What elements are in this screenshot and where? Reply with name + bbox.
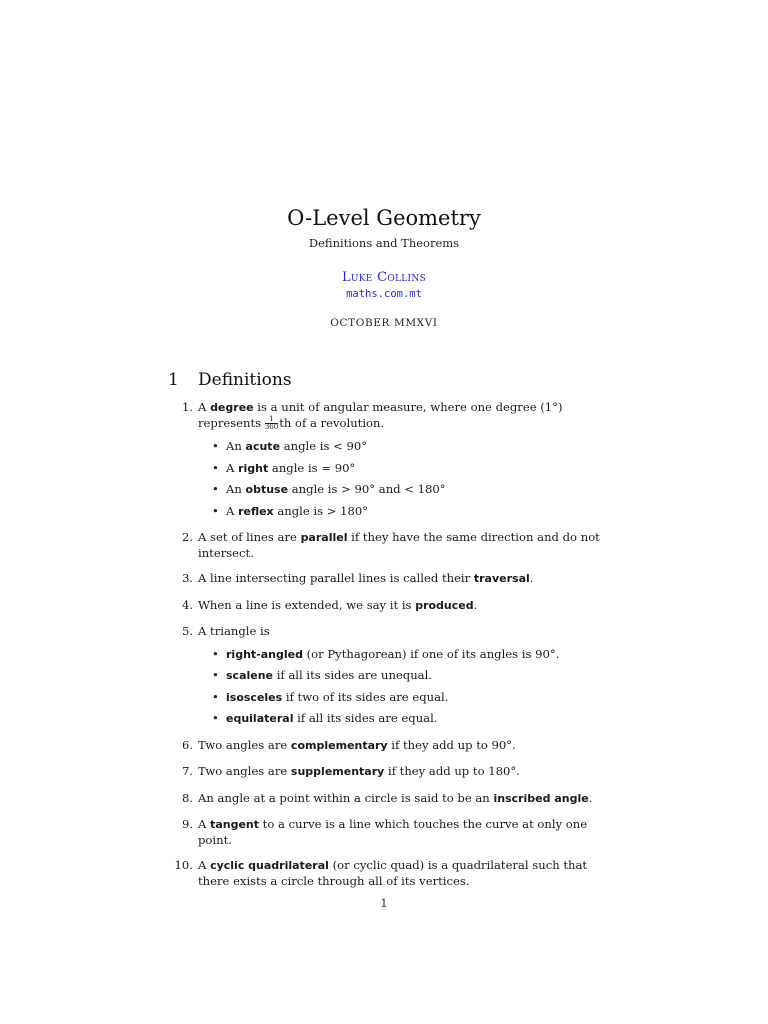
bullet-term: obtuse	[245, 483, 289, 496]
bullet-item	[212, 647, 602, 663]
item-number: 1.	[181, 400, 193, 414]
bullet-term: acute	[245, 440, 281, 453]
item-term: parallel	[300, 531, 348, 544]
bullet-item	[212, 668, 602, 684]
bullet-text: angle is = 90°	[268, 460, 356, 475]
list-item	[168, 598, 602, 614]
item-term: inscribed angle	[493, 791, 589, 805]
item-number: 10.	[174, 858, 193, 872]
item-text: th of a revolution.	[279, 415, 385, 430]
bullet-term: equilateral	[226, 712, 294, 725]
item-text: .	[529, 571, 534, 585]
item-text: .	[473, 597, 478, 612]
list-item	[168, 624, 602, 727]
bullet-term: right-angled	[226, 647, 303, 661]
bullet-text: An	[226, 482, 246, 496]
item-text: A	[198, 400, 211, 414]
list-item	[168, 791, 602, 807]
item-text: if they have the same direction and do not intersect.	[198, 530, 600, 560]
fraction-denominator: 360	[264, 423, 279, 431]
list-item	[168, 738, 602, 754]
item-term: traversal	[473, 572, 530, 585]
bullet-item	[212, 461, 602, 477]
item-number: 9.	[181, 817, 193, 831]
item-text: if they add up to 90°.	[387, 737, 516, 752]
bullet-text: angle is > 90° and < 180°	[288, 482, 446, 496]
list-item	[168, 817, 602, 847]
item-term: degree	[210, 401, 254, 414]
item-text: Two angles are	[198, 764, 291, 778]
item-text: .	[588, 790, 593, 805]
list-item	[168, 400, 602, 519]
bullet-text: (or Pythagorean) if one of its angles is 90°.	[302, 646, 560, 661]
author-link[interactable]: Luke Collins	[341, 270, 427, 285]
item-number: 4.	[181, 597, 193, 612]
item-text: A	[198, 858, 211, 872]
item-term: cyclic quadrilateral	[210, 859, 329, 872]
bullet-text: if two of its sides are equal.	[282, 689, 449, 704]
list-item	[168, 571, 602, 587]
bullet-item	[212, 504, 602, 520]
section-number: 1	[168, 370, 179, 390]
definitions-list	[168, 400, 602, 899]
bullet-term: isosceles	[226, 690, 283, 704]
bullet-text: A	[226, 503, 239, 518]
item-number: 5.	[181, 624, 193, 638]
bullet-term: reflex	[238, 504, 274, 518]
section-heading	[168, 368, 292, 392]
item-text: A set of lines are	[198, 530, 301, 544]
bullet-text: if all its sides are unequal.	[273, 668, 432, 682]
item-term: complementary	[290, 738, 388, 752]
bullet-item	[212, 482, 602, 498]
bullet-text: angle is > 180°	[273, 503, 369, 518]
item-number: 2.	[181, 530, 193, 544]
item-text: Two angles are	[198, 737, 291, 752]
item-text: When a line is extended, we say it is	[198, 597, 416, 612]
sub-list	[212, 647, 602, 727]
list-item	[168, 530, 602, 560]
item-number: 3.	[181, 571, 193, 585]
item-text: is a unit of angular measure, where one degree (1°) represents	[198, 400, 563, 430]
website-link[interactable]: maths.com.mt	[346, 288, 422, 300]
fraction-numerator: 1	[269, 415, 274, 423]
bullet-text: An	[226, 439, 246, 453]
item-text: to a curve is a line which touches the curve at only one point.	[198, 817, 588, 847]
item-text: if they add up to 180°.	[384, 764, 520, 778]
item-text: A line intersecting parallel lines is called their	[198, 571, 474, 585]
section-title: Definitions	[198, 370, 292, 390]
bullet-text: if all its sides are equal.	[293, 711, 438, 725]
item-term: supplementary	[290, 765, 385, 778]
list-item	[168, 858, 602, 888]
bullet-item	[212, 711, 602, 727]
bullet-term: right	[238, 461, 269, 475]
list-item	[168, 764, 602, 780]
item-term: produced	[415, 598, 474, 612]
bullet-text: A	[226, 460, 239, 475]
bullet-term: scalene	[226, 669, 274, 682]
item-text: An angle at a point within a circle is said to be an	[198, 790, 494, 805]
document-title: O-Level Geometry	[287, 206, 481, 230]
bullet-text: angle is < 90°	[280, 439, 368, 453]
item-number: 6.	[181, 737, 193, 752]
document-subtitle: Definitions and Theorems	[308, 236, 460, 250]
item-text: (or cyclic quad) is a quadrilateral such that there exists a circle through all of its vertices.	[198, 858, 588, 888]
item-term: tangent	[210, 818, 259, 831]
item-number: 8.	[181, 790, 193, 805]
item-text: A triangle is	[198, 624, 270, 638]
sub-list	[212, 439, 602, 519]
item-number: 7.	[181, 764, 193, 778]
bullet-item	[212, 690, 602, 706]
title-block	[0, 203, 768, 331]
fraction	[265, 416, 278, 431]
page-number: 1	[380, 897, 388, 910]
item-text: A	[198, 817, 211, 831]
bullet-item	[212, 439, 602, 455]
document-date: OCTOBER MMXVI	[330, 317, 438, 329]
